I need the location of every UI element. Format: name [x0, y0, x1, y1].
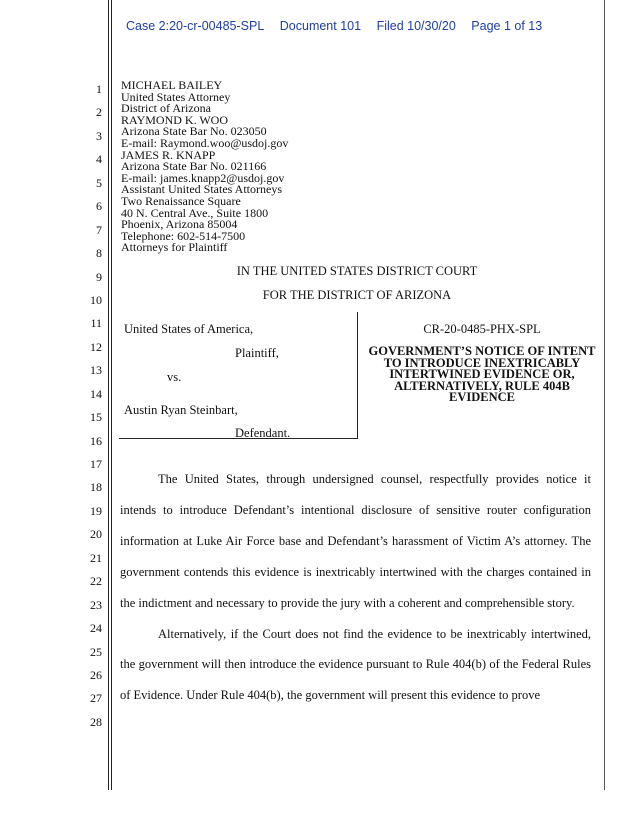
- line-number: 15: [90, 410, 102, 425]
- line-number: 25: [90, 644, 102, 659]
- line-number: 21: [90, 550, 102, 565]
- attorney-line: District of Arizona: [121, 101, 211, 116]
- body-paragraph: Alternatively, if the Court does not find the evidence to be inextricably intertwined, the government will then introduce the evidence pursuant to Rule 404(b) of the Federal Rules of Evidence. Under Rule 404(b), the government will present this evidence to prove: [120, 626, 591, 703]
- line-number: 4: [96, 152, 102, 167]
- line-number: 13: [90, 363, 102, 378]
- line-number: 22: [90, 574, 102, 589]
- attorney-line: Phoenix, Arizona 85004: [121, 217, 238, 232]
- plaintiff-name: United States of America,: [124, 322, 254, 336]
- defendant-name: Austin Ryan Steinbart,: [124, 403, 238, 417]
- line-number: 19: [90, 503, 102, 518]
- line-number: 3: [96, 128, 102, 143]
- attorney-line: Arizona State Bar No. 023050: [121, 124, 267, 139]
- versus-label: vs.: [167, 370, 182, 384]
- line-number: 12: [90, 339, 102, 354]
- line-number: 20: [90, 527, 102, 542]
- line-number: 7: [96, 222, 102, 237]
- line-number: 10: [90, 292, 102, 307]
- line-number: 16: [90, 433, 102, 448]
- attorney-line: Arizona State Bar No. 021166: [121, 159, 267, 174]
- line-number: 14: [90, 386, 102, 401]
- attorney-line: E-mail: Raymond.woo@usdoj.gov: [121, 135, 289, 150]
- attorney-line: Attorneys for Plaintiff: [121, 240, 228, 255]
- document-title-line: TO INTRODUCE INEXTRICABLY: [383, 355, 581, 370]
- body-paragraph: The United States, through undersigned counsel, respectfully provides notice it intends to introduce Defendant’s intentional disclosure of sensitive router configuration information at Luke Air Force base and Defendant’s harassment of Victim A’s attorney. The government contends this evidence is inextricably intertwined with the charges contained in the indictment and necessary to provide the jury with a coherent and comprehensible story.: [120, 472, 591, 610]
- attorney-line: E-mail: james.knapp2@usdoj.gov: [121, 170, 285, 185]
- document-title-line: ALTERNATIVELY, RULE 404B: [394, 378, 570, 393]
- attorney-block: [121, 80, 421, 254]
- attorney-line: MICHAEL BAILEY: [121, 78, 223, 92]
- body-text: [120, 464, 591, 711]
- court-district: FOR THE DISTRICT OF ARIZONA: [262, 288, 452, 302]
- line-number: 27: [90, 691, 102, 706]
- right-margin-rule: [604, 0, 605, 790]
- attorney-line: Two Renaissance Square: [121, 193, 241, 208]
- document-title-line: EVIDENCE: [449, 390, 515, 404]
- line-number: 23: [90, 597, 102, 612]
- pleading-line-numbers: [78, 78, 102, 734]
- left-margin-rule: [108, 0, 109, 790]
- line-number: 17: [90, 457, 102, 471]
- line-number: 24: [90, 621, 102, 636]
- defendant-label: Defendant.: [235, 426, 291, 440]
- header-filed-date: Filed 10/30/20: [376, 19, 456, 33]
- attorney-line: United States Attorney: [121, 89, 231, 104]
- line-number: 26: [90, 667, 102, 682]
- case-number: CR-20-0485-PHX-SPL: [423, 322, 541, 336]
- left-margin-rule-inner: [111, 0, 112, 790]
- line-number: 5: [96, 175, 102, 190]
- line-number: 9: [96, 269, 102, 284]
- line-number: 18: [90, 480, 102, 495]
- attorney-line: 40 N. Central Ave., Suite 1800: [121, 205, 269, 220]
- line-number: 11: [90, 316, 102, 331]
- line-number: 2: [96, 105, 102, 120]
- line-number: 8: [96, 246, 102, 261]
- attorney-line: Assistant United States Attorneys: [121, 182, 282, 197]
- attorney-line: RAYMOND K. WOO: [121, 112, 229, 127]
- court-name: IN THE UNITED STATES DISTRICT COURT: [236, 264, 478, 278]
- line-number: 28: [90, 714, 102, 729]
- attorney-line: JAMES R. KNAPP: [121, 147, 216, 162]
- header-case-number: Case 2:20-cr-00485-SPL: [126, 19, 265, 33]
- document-title: [360, 346, 604, 404]
- document-title-line: INTERTWINED EVIDENCE OR,: [389, 367, 575, 381]
- line-number: 6: [96, 199, 102, 214]
- attorney-line: Telephone: 602-514-7500: [121, 228, 246, 243]
- document-title-line: GOVERNMENT’S NOTICE OF INTENT: [368, 344, 596, 358]
- header-page-count: Page 1 of 13: [471, 19, 543, 33]
- line-number: 1: [96, 82, 102, 96]
- ecf-header-stamp: [126, 19, 554, 33]
- header-document-number: Document 101: [279, 19, 362, 33]
- plaintiff-label: Plaintiff,: [235, 346, 279, 360]
